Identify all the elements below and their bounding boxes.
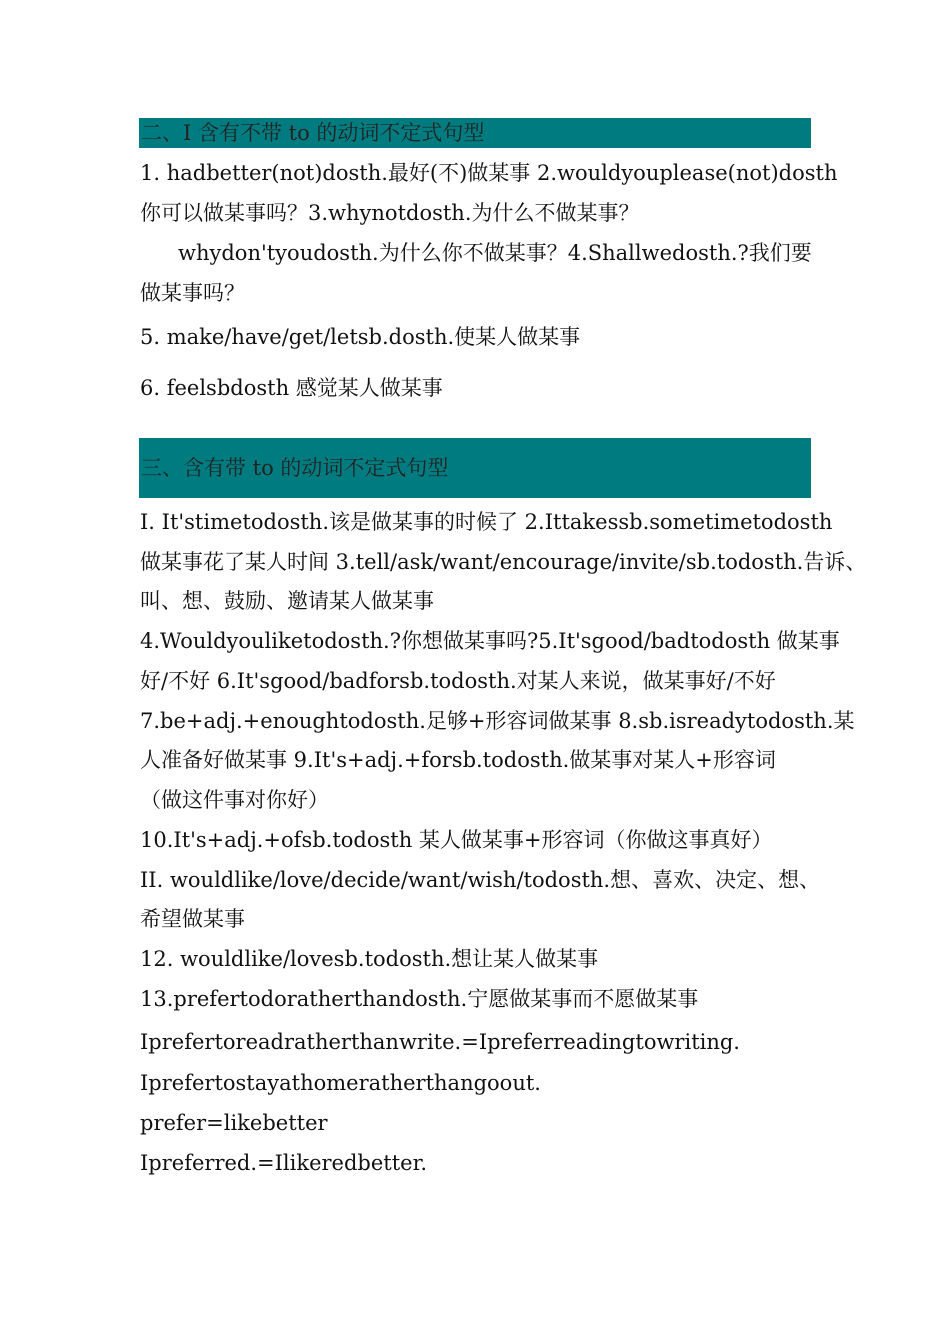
text-line: II. wouldlike/love/decide/want/wish/todosth.想、喜欢、决定、想、 [140,868,821,892]
text-line: Iprefertostayathomeratherthangoout. [140,1071,541,1095]
text-line: Ipreferred.=Ilikeredbetter. [140,1151,427,1175]
text-line: 12. wouldlike/lovesb.todosth.想让某人做某事 [140,947,599,971]
section-heading: 二、I 含有不带 to 的动词不定式句型 [141,121,485,145]
text-line: 你可以做某事吗？3.whynotdosth.为什么不做某事？ [140,201,640,225]
text-line: 1. hadbetter(not)dosth.最好(不)做某事 2.wouldyouplease(not)dosth [140,161,838,185]
text-line: 希望做某事 [140,907,245,931]
section-heading: 三、含有带 to 的动词不定式句型 [141,456,449,480]
text-line: 人准备好做某事 9.It's+adj.+forsb.todosth.做某事对某人+形容词 [140,748,776,772]
text-line: 5. make/have/get/letsb.dosth.使某人做某事 [140,325,581,349]
text-line: 6. feelsbdosth 感觉某人做某事 [140,376,443,400]
text-line: whydon'tyoudosth.为什么你不做某事？4.Shallwedosth.?我们要 [178,241,812,265]
section-heading-banner [139,118,811,148]
text-line: 10.It's+adj.+ofsb.todosth 某人做某事+形容词（你做这事真好） [140,828,773,852]
text-line: 4.Wouldyouliketodosth.?你想做某事吗?5.It'sgood/badtodosth 做某事 [140,629,840,653]
text-line: 做某事花了某人时间 3.tell/ask/want/encourage/invite/sb.todosth.告诉、 [140,550,867,574]
section-heading-banner [139,438,811,498]
text-line: 叫、想、鼓励、邀请某人做某事 [140,589,434,613]
text-line: 7.be+adj.+enoughtodosth.足够+形容词做某事 8.sb.isreadytodosth.某 [140,709,855,733]
text-line: prefer=likebetter [140,1111,328,1135]
text-line: （做这件事对你好） [140,788,329,812]
text-line: 13.prefertodoratherthandosth.宁愿做某事而不愿做某事 [140,987,699,1011]
text-line: Iprefertoreadratherthanwrite.=Ipreferreadingtowriting. [140,1030,740,1054]
text-line: I. It'stimetodosth.该是做某事的时候了 2.Ittakessb.sometimetodosth [140,510,833,534]
text-line: 好/不好 6.It'sgood/badforsb.todosth.对某人来说，做某事好/不好 [140,669,776,693]
text-line: 做某事吗？ [140,281,245,305]
